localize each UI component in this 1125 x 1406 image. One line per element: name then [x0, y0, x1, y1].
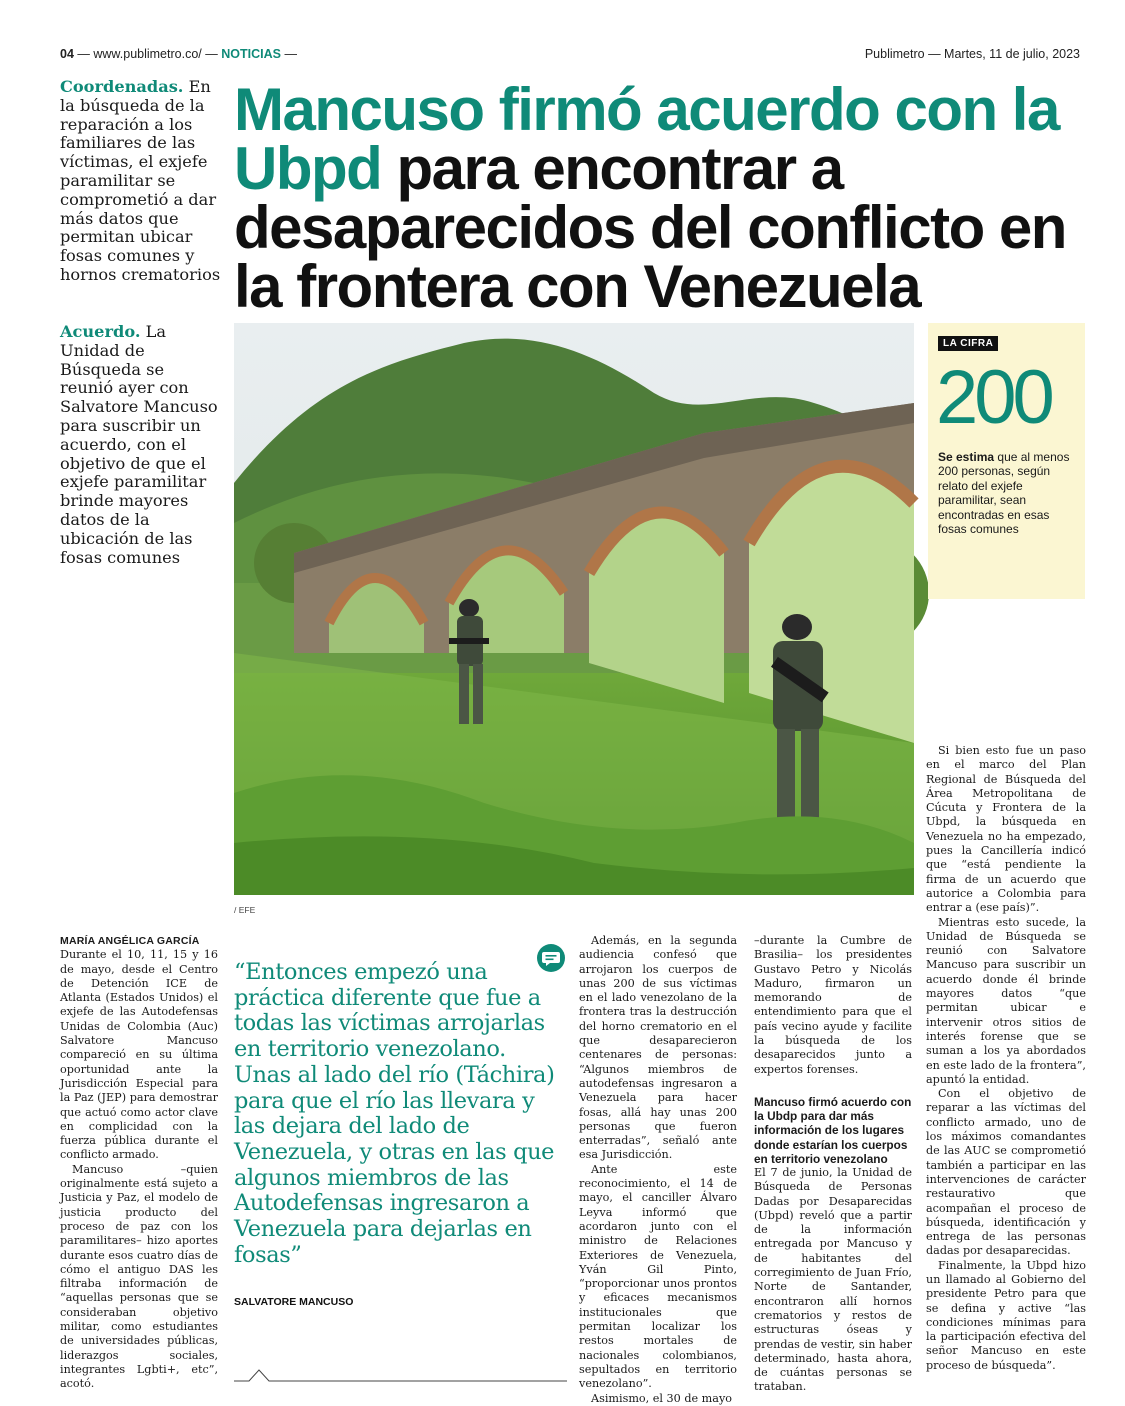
photo-credit: / EFE: [234, 905, 256, 915]
cifra-text: [938, 450, 1078, 536]
cifra-label: LA CIFRA: [938, 336, 998, 351]
headline-rest: para encontrar a desaparecidos del conflicto en la frontera con Venezuela: [234, 135, 1066, 320]
paragraph: El 7 de junio, la Unidad de Búsqueda de Personas Dadas por Desaparecidas (Ubpd) reveló que a partir de la información entregada por Mancuso y de habitantes del corregimiento de Juan Frío, Norte de Santander, encontraron allí hornos crematorios y restos de estructuras óseas y prendas de vestir, sin haber determinado, hasta ahora, de cuántas personas se trataban.: [754, 1165, 912, 1394]
news-photo: [234, 323, 914, 895]
pull-quote-author: SALVATORE MANCUSO: [234, 1296, 354, 1308]
paragraph: Con el objetivo de reparar a las víctimas del conflicto armado, uno de los máximos comandantes de las AUC se comprometió también a participar en las intervenciones de carácter restaurativo que acompañan el proceso de búsqueda, identificación y entrega de las personas dadas por desaparecidas.: [926, 1087, 1086, 1258]
headline: [234, 76, 1094, 320]
paragraph: Asimismo, el 30 de mayo: [591, 1391, 733, 1405]
side-note-lead: Coordenadas.: [60, 77, 184, 96]
quote-divider: [234, 1368, 567, 1382]
side-note-lead: Acuerdo.: [60, 322, 141, 341]
aqueduct-soldiers-illustration: [234, 323, 914, 895]
cifra-body: que al menos 200 personas, según relato del exjefe paramilitar, sean encontradas en esas fosas comunes: [938, 450, 1070, 537]
byline: MARÍA ANGÉLICA GARCÍA: [60, 935, 200, 947]
cifra-lead: Se estima: [938, 450, 995, 464]
paragraph: Además, en la segunda audiencia confesó que arrojaron los cuerpos de unas 200 de sus víctimas en el lado venezolano de la frontera tras la destrucción del horno crematorio en el que desaparecieron centenares de personas: “Algunos miembros de autodefensas ingresaron a Venezuela para hacer fosas, allá hay unas 200 personas que fueron enterradas”, señaló ante esa Jurisdicción.: [579, 934, 737, 1162]
subheading: Mancuso firmó acuerdo con la Ubdp para dar más información de los lugares donde estarían los cuerpos en territorio venezolano: [754, 1094, 912, 1166]
article-column-5: [926, 744, 1086, 1373]
side-note-coordenadas: [60, 78, 222, 285]
article-column-4: [754, 934, 912, 1395]
side-note-text: En la búsqueda de la reparación a los familiares de las víctimas, el exjefe paramilitar se comprometió a dar más datos que permitan ubicar fosas comunes y hornos crematorios: [60, 77, 221, 284]
paragraph: Mientras esto sucede, la Unidad de Búsqueda se reunió con Salvatore Mancuso para suscribir un acuerdo donde él brinde mayores datos “que permitan ubicar e intervenir otros sitios de interés forense que se suman a los ya abordados en este lado de la frontera”, apuntó la entidad.: [926, 915, 1086, 1086]
side-note-acuerdo: [60, 323, 222, 567]
publication-date: Publimetro — Martes, 11 de julio, 2023: [864, 47, 1080, 61]
section-name: NOTICIAS: [221, 47, 281, 61]
cifra-number: 200: [936, 355, 1051, 440]
side-note-text: La Unidad de Búsqueda se reunió ayer con Salvatore Mancuso para suscribir un acuerdo, con el objetivo de que el exjefe paramilitar brinde mayores datos de la ubicación de las fosas comunes: [60, 322, 218, 567]
paragraph: Mancuso –quien originalmente está sujeto a Justicia y Paz, el modelo de justicia producto del proceso de paz con los paramilitares– hizo aportes durante esos cuatro días de cómo el antiguo DAS les filtraba información de “aquellas personas que se consideraban objetivo militar, como estudiantes de universidades públicas, liderazgos sociales, integrantes Lgbti+, etc”, acotó.: [60, 1162, 218, 1391]
site-url[interactable]: www.publimetro.co/: [93, 47, 202, 61]
paragraph: –durante la Cumbre de Brasilia– los presidentes Gustavo Petro y Nicolás Maduro, firmaron un memorando de entendimiento para que el país vecino ayude y facilite la búsqueda de los desaparecidos junto a expertos forenses.: [754, 934, 912, 1076]
headline-highlight: Mancuso firmó acuerdo con la Ubpd: [234, 76, 1059, 202]
page-header: 04 — www.publimetro.co/ — NOTICIAS —: [60, 47, 297, 61]
pull-quote: “Entonces empezó una práctica diferente que fue a todas las víctimas arrojarlas en territorio venezolano. Unas al lado del río (Táchira) para que el río las llevara y las dejara del lado de Venezuela, y otras en las que algunos miembros de las Autodefensas ingresaron a Venezuela para dejarlas en fosas”: [234, 959, 555, 1268]
paragraph: Durante el 10, 11, 15 y 16 de mayo, desde el Centro de Detención ICE de Atlanta (Estados Unidos) el exjefe de las Autodefensas Unidas de Colombia (Auc) Salvatore Mancuso compareció en su última oportunidad ante la Jurisdicción Especial para la Paz (JEP) para demostrar que actuó como actor clave en complicidad con la fuerza pública durante el conflicto armado.: [60, 948, 218, 1162]
paragraph: Si bien esto fue un paso en el marco del Plan Regional de Búsqueda del Área Metropolitana de Cúcuta y Frontera de la Ubpd, la búsqueda en Venezuela no ha empezado, pues la Cancillería indicó que “está pendiente la firma de un acuerdo que autorice a Colombia para entrar a (ese país)”.: [926, 744, 1086, 915]
article-column-1: [60, 934, 218, 1392]
page-number: 04: [60, 47, 74, 61]
article-column-3: [579, 934, 737, 1406]
paragraph: Finalmente, la Ubpd hizo un llamado al Gobierno del presidente Petro para que se defina y active “las condiciones mínimas para la participación efectiva del señor Mancuso en este proceso de búsqueda”.: [926, 1258, 1086, 1372]
paragraph: Ante este reconocimiento, el 14 de mayo, el canciller Álvaro Leyva informó que acordaron junto con el ministro de Relaciones Exteriores de Venezuela, Yván Gil Pinto, “proporcionar unos prontos y eficaces mecanismos institucionales que permitan localizar los restos mortales de nacionales colombianos, sepultados en territorio venezolano”.: [579, 1162, 737, 1391]
